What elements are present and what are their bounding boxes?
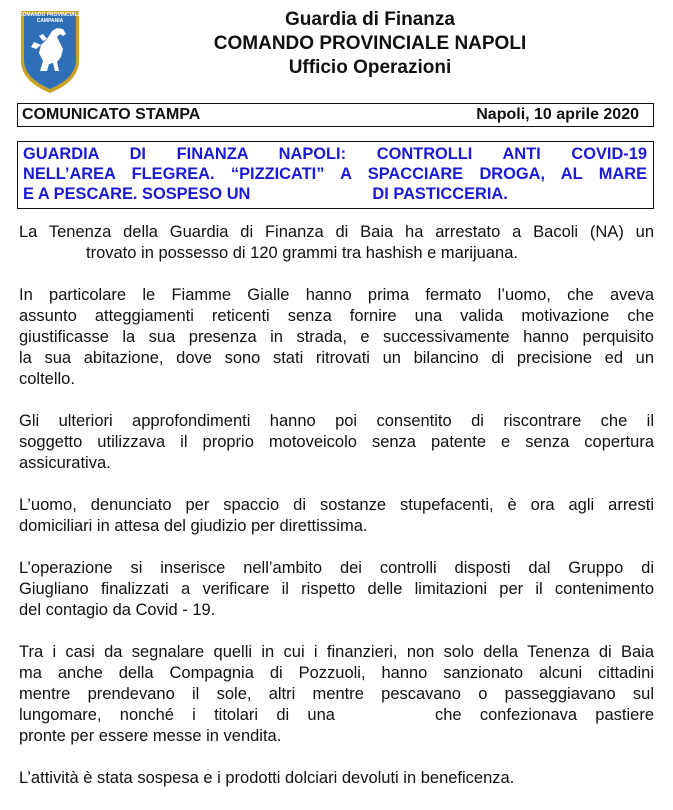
headline-line-2: NELL’AREA FLEGREA. “PIZZICATI” A SPACCIARE DROGA, AL MARE xyxy=(23,165,647,183)
body-line: del contagio da Covid - 19. xyxy=(19,601,216,619)
headline-line-3b: DI PASTICCERIA. xyxy=(372,185,508,203)
headline-line-3a: E A PESCARE. SOSPESO UN xyxy=(23,185,251,203)
paragraph-operation xyxy=(19,558,654,621)
header-line-office: Ufficio Operazioni xyxy=(288,57,452,78)
paragraph-sanctions xyxy=(19,642,654,747)
header-line-command: COMANDO PROVINCIALE NAPOLI xyxy=(213,33,527,54)
body-line: pronte per essere messe in vendita. xyxy=(19,727,282,745)
body-line: L’operazione si inserisce nell’ambito dei controlli disposti dal Gruppo di xyxy=(19,559,654,577)
paragraph-arrest xyxy=(19,222,654,264)
body-line: La Tenenza della Guardia di Finanza di Baia ha arrestato a Bacoli (NA) un xyxy=(19,223,654,241)
body-line: assunto atteggiamenti reticenti senza fornire una valida motivazione che xyxy=(19,307,654,325)
body-line: ma anche della Compagnia di Pozzuoli, hanno sanzionato alcuni cittadini xyxy=(19,664,654,682)
body-line: Tra i casi da segnalare quelli in cui i finanzieri, non solo della Tenenza di Baia xyxy=(19,643,654,661)
paragraph-suspension xyxy=(19,768,654,789)
crest-text-line1: COMANDO PROVINCIALE xyxy=(19,12,81,18)
article-body xyxy=(19,222,654,810)
body-line: L’uomo, denunciato per spaccio di sostanze stupefacenti, è ora agli arresti xyxy=(19,496,654,514)
paragraph-search xyxy=(19,285,654,390)
body-line: la sua abitazione, dove sono stati ritrovati un bilancino di precisione ed un xyxy=(19,349,654,367)
body-line: Gli ulteriori approfondimenti hanno poi consentito di riscontrare che il xyxy=(19,412,654,430)
letterhead xyxy=(100,8,640,80)
body-line: L’attività è stata sospesa e i prodotti dolciari devoluti in beneficenza. xyxy=(19,769,515,787)
paragraph-house-arrest xyxy=(19,495,654,537)
body-line: giustificasse la sua presenza in strada, e successivamente hanno perquisito xyxy=(19,328,654,346)
body-line: domiciliari in attesa del giudizio per direttissima. xyxy=(19,517,368,535)
body-line: coltello. xyxy=(19,370,75,388)
body-line: soggetto utilizzava il proprio motoveicolo senza patente e senza copertura xyxy=(19,433,654,451)
body-line-segment: lungomare, nonché i titolari di una xyxy=(19,706,335,724)
body-line: mentre prendevano il sole, altri mentre pescavano o passeggiavano sul xyxy=(19,685,654,703)
body-line xyxy=(19,705,654,726)
paragraph-investigation xyxy=(19,411,654,474)
press-release-label: COMUNICATO STAMPA xyxy=(22,106,201,123)
headline-line-3 xyxy=(23,184,647,204)
headline-line-1: GUARDIA DI FINANZA NAPOLI: CONTROLLI ANTI COVID-19 xyxy=(23,145,647,163)
guardia-di-finanza-crest xyxy=(19,9,81,95)
crest-text-line2: CAMPANIA xyxy=(36,18,64,24)
body-line-segment: che confezionava pastiere xyxy=(434,706,654,724)
headline-box xyxy=(17,141,654,209)
body-line: Giugliano finalizzati a verificare il rispetto delle limitazioni per il contenimento xyxy=(19,580,654,598)
header-line-organization: Guardia di Finanza xyxy=(285,9,455,30)
body-line: assicurativa. xyxy=(19,454,111,472)
body-line: In particolare le Fiamme Gialle hanno prima fermato l’uomo, che aveva xyxy=(19,286,654,304)
press-release-bar xyxy=(17,103,654,127)
press-release-date: Napoli, 10 aprile 2020 xyxy=(476,106,639,123)
body-line: trovato in possesso di 120 grammi tra hashish e marijuana. xyxy=(86,244,518,262)
